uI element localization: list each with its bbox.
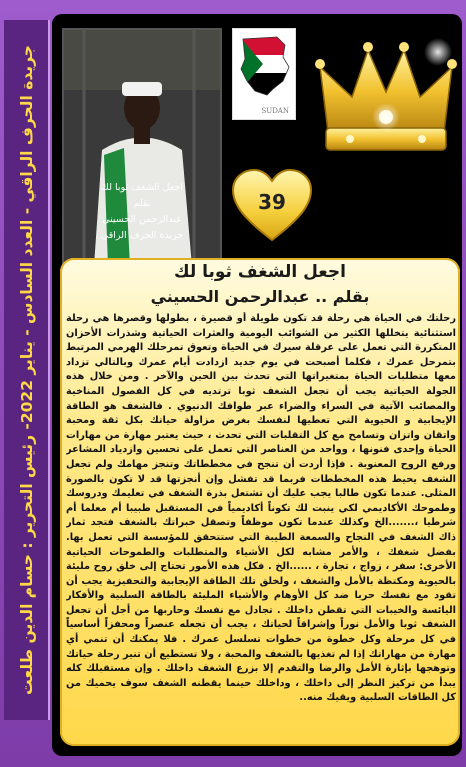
side-banner-text: جريدة الحرف الراقي - العدد السادس - يناير 2022- رئيس التحرير : حسام الدين طلعت xyxy=(18,45,36,695)
article-byline: بقلم .. عبدالرحمن الحسيني xyxy=(150,287,370,306)
author-photo xyxy=(62,28,222,268)
sudan-flag-map xyxy=(232,28,296,120)
article-body: رحلتك في الحياة هي رحلة قد تكون طويلة أو قصيرة ، بطولها وقصرها هي رحلة استثنائية يتخللها الكثير من الشوائب اليومية والعثرات الحياتية وشذرات الأحزان المتكررة التي تعمل على عرقلة سيرك في الحياة وتعوق تمرحلك الهرمي المرتبط بتمرحل عمرك ، فكلما أصبحت في يوم جديد ازدادت أيام عمرك وبالتالي تزداد معها متطلبات الحياة بمتغيراتها التي تحدث بين الحين والآخر . ومن خلال هذه الجولة الحياتية يجب أن تجعل الشغف ثوبا ترتديه في كل الفصول المناخية والمصائب الآتية في السراء والضراء عبر طوافك الدنيوي . فالشغف هو الطاقة الإيجابية و الحيوية التي تعطيها لنفسك بغرض مزاولة حياتك بكل ثقة ومحبة واتقان واتزان وتسامح مع كل التقلبات التي تحدث ، حيث يعتبر مهارة من مهارات الحياة وإحدى فنونها ، وواحد من العناصر التي تعمل على تحسين وازدياد المشاعر ورفع الروح المعنوية . فإذا أردت أن تنجح في مخططاتك وتنجز مهامك ولم تجعل الشغف يحيط هذه المخططات فربما قد تفشل وإن أنجزتها قد لا تكون بالصورة المثلى. عندما تكون طالبا يجب عليك أن تشتعل بذرة الشغف في تعليمك ودروسك وطموحك الأكاديمي لكي ينبت لك تكوناً أكاديمياً في المستقبل طبيبا أم معلما أم شرطيا ،.......الخ وكذلك عندما تكون موظفاً وتصقل خبراتك بالشغف فتجد ثمار ذاك الشغف في النجاح والسمعة الطيبة التي ستتحقق للمؤسسة التي تعمل بها. بفضل شغفك ، والأمر مشابه لكل الأشياء والمتطلبات والطموحات الحياتية الأخرى: سفر ، زواج ، تجارة ، ......الخ . فكل هذه الأمور تحتاج إلى خلق روح مليئة بالحيوية ومكتظة بالأمل والشغف ، ولخلق تلك الطاقة الإيجابية والتحفيزية يجب أن تقود مع نفسك حربا ضد كل الأوهام والأشياء المليئة بالطاقة السلبية والأفكار اليائسة والخيبات التي تقطن داخلك . تجادل مع نفسك وحاربها من أجل أن تجعل الشغف ثوبا والأمل نوراً وإشراقاً لحياتك ، يجب أن تجعله عنصراً ومحفزاً أساسياً في كل مرحلة وكل خطوة من خطوات تسلسل عمرك . فلا يمكنك أن تنمي أي مهارة من مهاراتك إذا لم تغذيها بالشغف والمحبة ، ولا تستطيع أن تنير رحلة حياتك وتوهجها بإثارة الأمل والرضا والتقدم إلا بزرع الشغف داخلك . وإن مستقبلك كله يبدأ من تركيز النظر إلى داخلك ، وداخلك حينما يقطنه الشغف سوف يحميك من كل الطاقات السلبية ويقيك منه.. xyxy=(66,313,456,704)
page-number-badge xyxy=(231,168,313,242)
side-banner-text-wrap xyxy=(4,20,50,720)
photo-caption-line: عبدالرحمن الحسيني xyxy=(102,214,182,225)
photo-caption-line: جريدة الحرف الراقي xyxy=(100,230,184,241)
crown-icon xyxy=(310,22,462,172)
sudan-map-icon xyxy=(233,29,295,107)
photo-caption-line: اجعل الشغف ثوبا لك xyxy=(101,182,183,193)
page-number: 39 xyxy=(258,190,286,214)
flag-country-label: SUDAN xyxy=(261,107,289,115)
article-title: اجعل الشغف ثوبا لك xyxy=(174,262,346,282)
photo-caption-line: بقلم xyxy=(133,198,151,209)
